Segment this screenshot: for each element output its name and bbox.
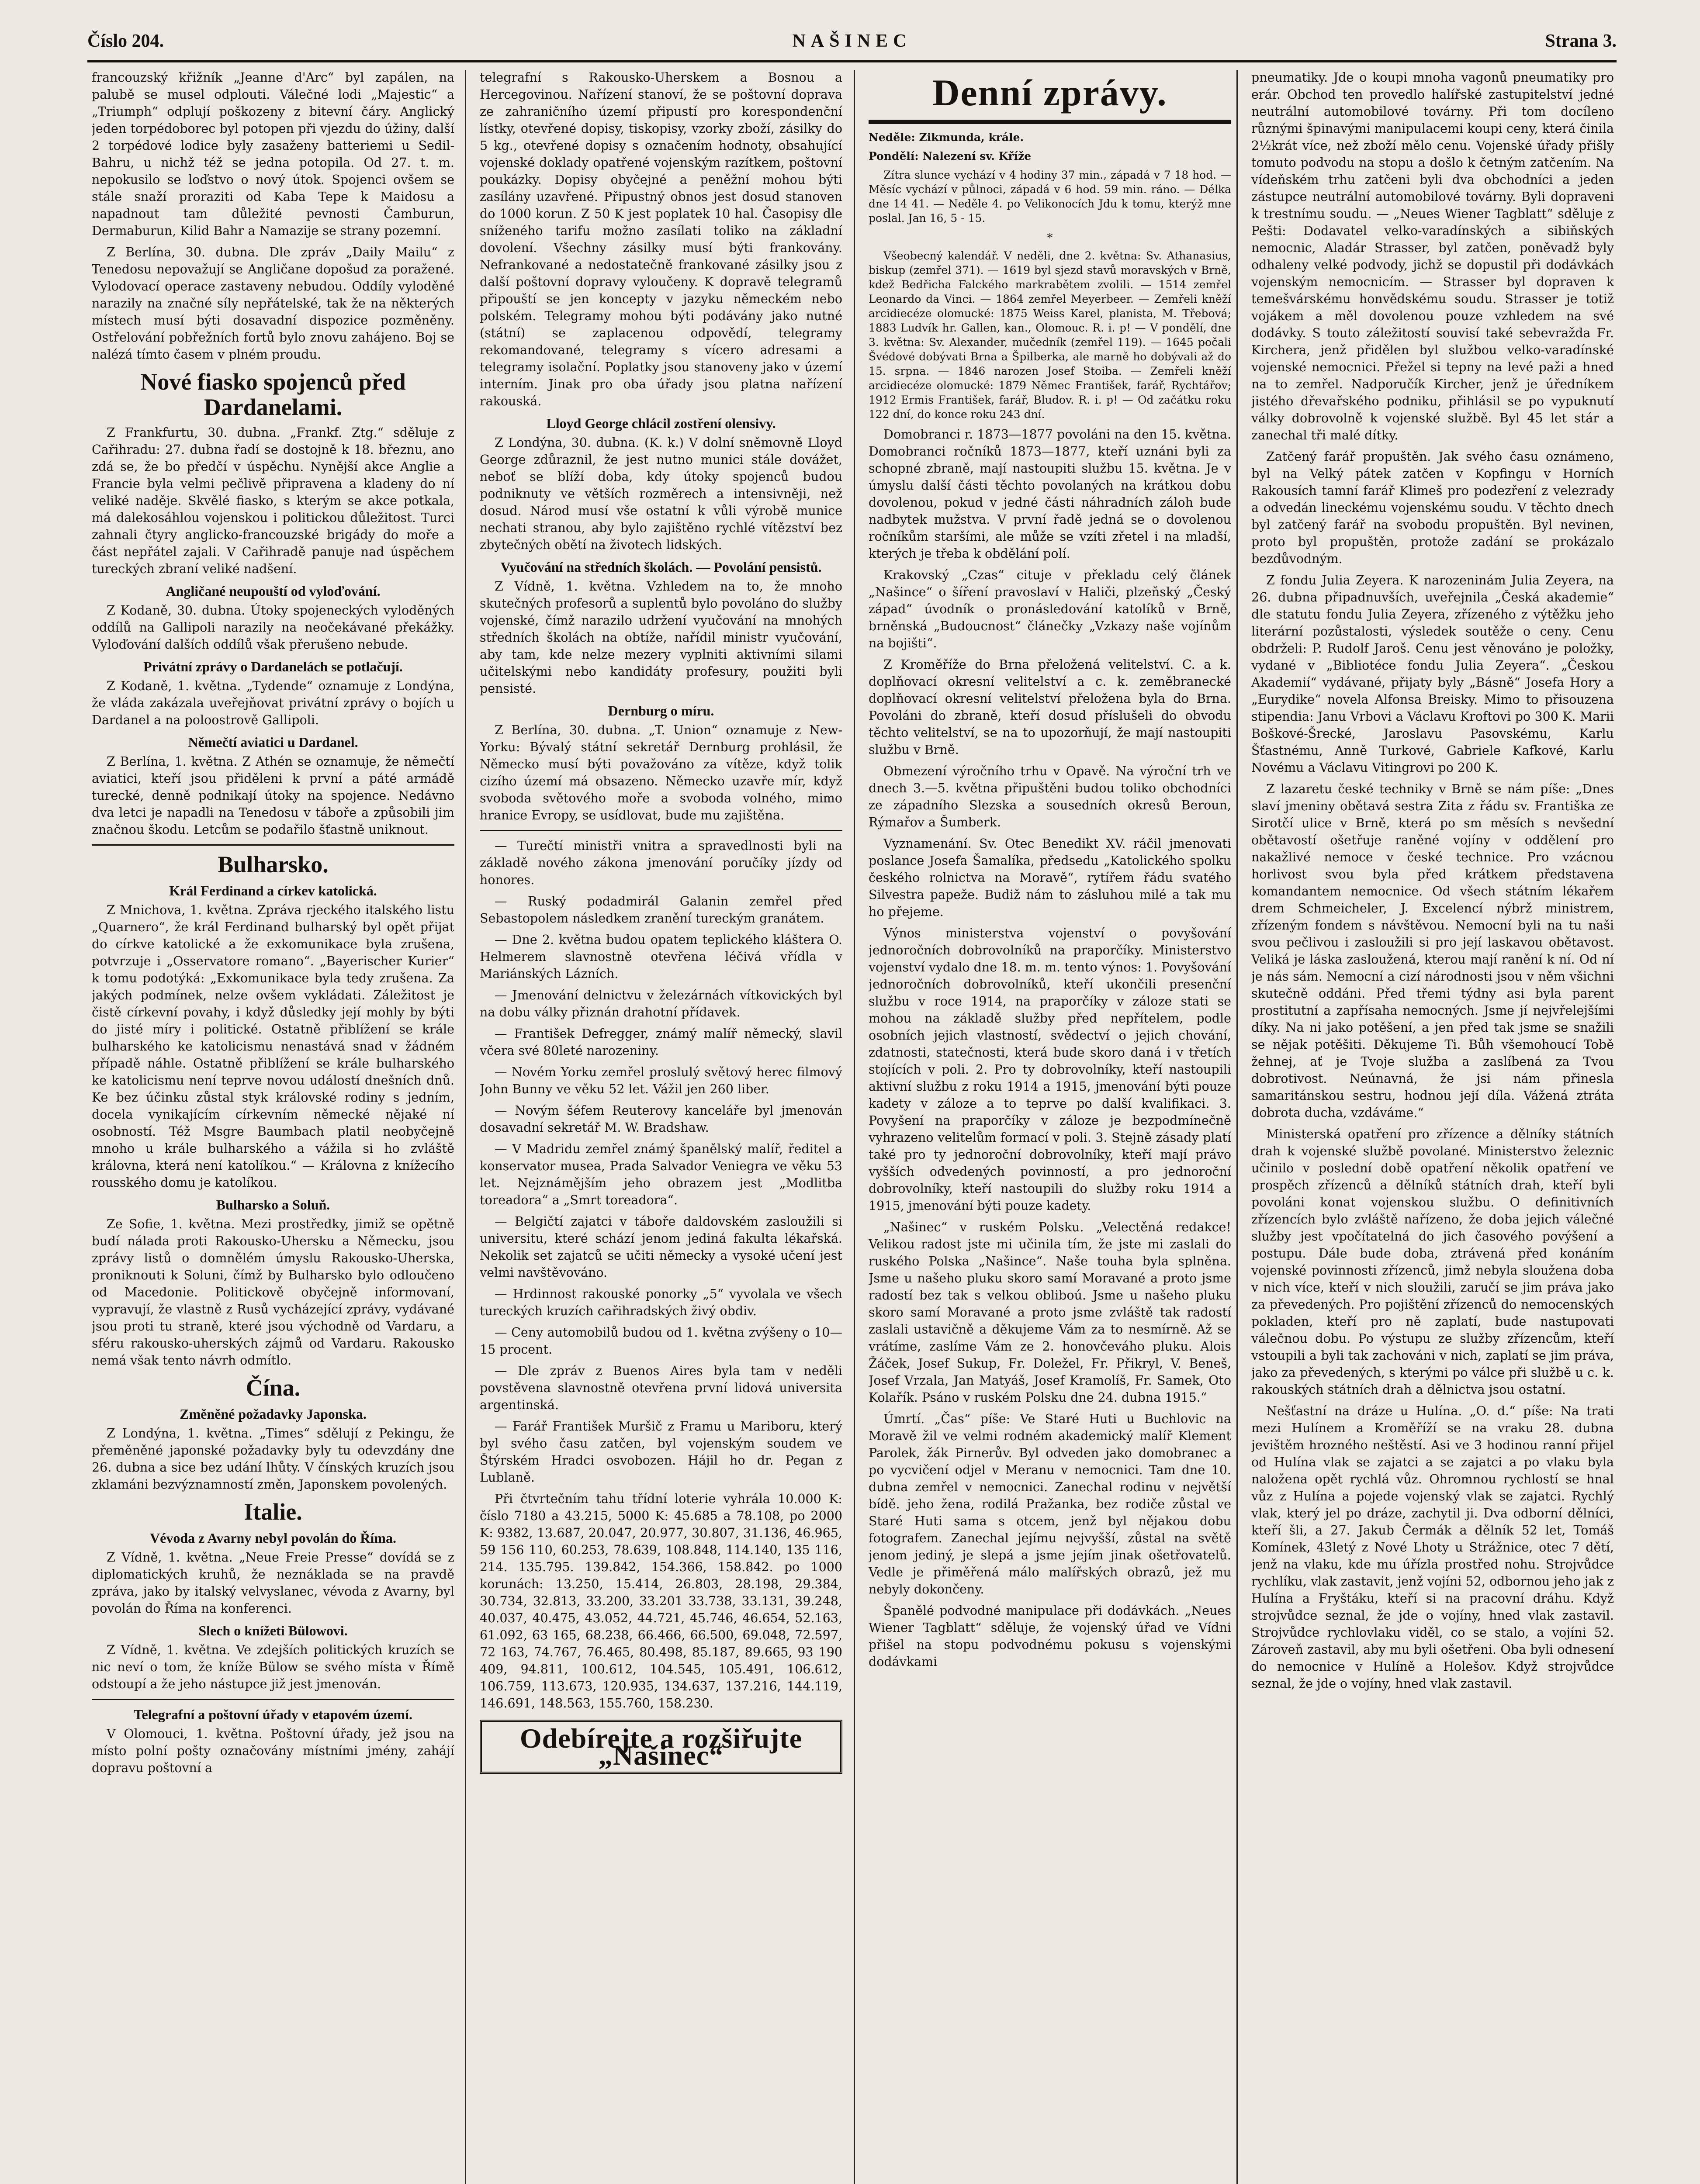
column-divider	[1236, 70, 1238, 2184]
column-4	[1251, 69, 1614, 2184]
calendar-line: Neděle: Zikmunda, krále.	[869, 131, 1024, 144]
section-rule	[869, 120, 1231, 124]
article-paragraph: Z Berlína, 1. května. Z Athén se oznamuje, že němečtí aviatici, kteří jsou přiděleni k první a páté armádě turecké, denně podnikají útoky na spojence. Nedávno dva letci je napadli na Tenedosu v táboře a způsobili jim značnou škodu. Letcům se podařilo šťastně uniknout.	[92, 754, 454, 837]
subheadline: Lloyd George chlácil zostření olensivy.	[546, 415, 776, 431]
section-headline: Čína.	[246, 1375, 301, 1401]
section-rule	[92, 1699, 454, 1700]
news-item: — Novým šéfem Reuterovy kanceláře byl jmenován dosavadní sekretář M. W. Bradshaw.	[480, 1103, 842, 1135]
article-paragraph: Obmezení výročního trhu v Opavě. Na výroční trh ve dnech 3.—5. května připuštěni budou toliko obchodníci ze západního Slezska a sousedních okresů Beroun, Rýmařov a Šumberk.	[869, 764, 1231, 829]
headline: Nové fiasko spojenců před Dardanelami.	[140, 369, 406, 420]
subheadline: Telegrafní a poštovní úřady v etapovém území.	[134, 1707, 412, 1722]
article-paragraph: Vyznamenání. Sv. Otec Benedikt XV. ráčil jmenovati poslance Josefa Šamalíka, předsedu „Katolického spolku českého rolnictva na Moravě“, rytířem řádu svatého Silvestra papeže. Budiž nám to zásluhou milé a tak mu ho přejeme.	[869, 836, 1231, 919]
column-divider	[465, 70, 466, 2184]
article-paragraph: Domobranci r. 1873—1877 povoláni na den 15. května. Domobranci ročníků 1873—1877, kteří uznáni byli za schopné zbraně, mají nastoupiti službu 15. května. Je v úmyslu další části těchto povolaných na krátkou dobu dovolenou, pokud v jedné části náhradních záloh bude nadbytek mužstva. V první řadě jedná se o dovolenou ročníkům staršími, ale může se vzíti zřetel i na mladší, kterých je třeba k obdělání polí.	[869, 427, 1231, 561]
article-paragraph: Z Kroměříže do Brna přeložená velitelství. C. a k. doplňovací okresní velitelství a c. k. zeměbranecké doplňovací okresní velitelství přeložena byla do Brna. Povoláni do zbraně, kteří dosud příslušeli do obvodu těchto velitelství, se na to upozorňují, že mají nastoupiti službu v Brně.	[869, 657, 1231, 757]
subheadline: Dernburg o míru.	[608, 703, 714, 719]
article-paragraph: V Olomouci, 1. května. Poštovní úřady, jež jsou na místo polní pošty označovány místními jmény, zahájí dopravu poštovní a	[92, 1727, 454, 1775]
article-paragraph: Výnos ministerstva vojenství o povyšování jednoročních dobrovolníků na praporčíky. Ministerstvo vojenství vydalo dne 18. m. m. tento výnos: 1. Povyšování jednoročních dobrovolníků, kteří ukončili presenční službu v roce 1914, na praporčíky v záloze stati se mohou na základě služby před nepřítelem, podle osobních jejich vlastností, svědectví o jejich chování, zdatnosti, statečnosti, která bude skoro daná i v třetích stojících v poli. 2. Pro ty dobrovolníky, kteří nastoupili aktivní službu z roku 1914 a 1915, jmenování býti pouze kadety v záloze a to teprve po další kvalifikaci. 3. Povyšení na praporčíky v záloze je bezpodmínečně vyhrazeno velitelům formací v poli. 3. Stejně zásady platí také pro ty jednoroční dobrovolníky, kteří mají právo vyšších odvedených povinností, a pro jednoroční dobrovolníky, kteří nastoupili do služby roku 1914 a 1915, jmenování býti pouze kadety.	[869, 926, 1231, 1213]
lottery-results: Při čtvrtečním tahu třídní loterie vyhrála 10.000 K: číslo 7180 a 43.215, 5000 K: 45.685 a 78.108, po 2000 K: 9382, 13.687, 20.047, 20.977, 30.807, 31.136, 46.965, 59 156 110, 60.253, 78.639, 108.848, 114.140, 135 116, 214. 135.795. 139.842, 154.366, 158.842. po 1000 korunách: 13.250, 15.414, 26.803, 28.198, 29.384, 30.734, 32.813, 33.200, 33.201 33.738, 33.131, 39.248, 40.037, 40.475, 43.052, 44.721, 45.746, 46.654, 52.163, 61.092, 63 165, 68.238, 66.466, 66.500, 69.048, 72.597, 72 163, 74.767, 76.465, 80.498, 85.187, 89.665, 93 190 409, 94.811, 100.612, 104.545, 105.491, 106.612, 106.759, 113.673, 120.935, 134.637, 137.216, 144.119, 146.691, 148.563, 155.760, 158.230.	[480, 1492, 842, 1711]
calendar-line: Pondělí: Nalezení sv. Kříže	[869, 150, 1032, 162]
article-paragraph: telegrafní s Rakousko-Uherskem a Bosnou a Hercegovinou. Nařízení stanoví, že se poštovní doprava ze zahraničního území připustí pro korespondenční lístky, otevřené dopisy, tiskopisy, vzorky zboží, zásilky do 5 kg., otevřené dopisy s označením hodnoty, obsahující vojenské doklady opatřené vojenským razítkem, poštovní poukázky. Dopisy obyčejné a peněžní mohou býti zasílány uzavřené. Připustný obnos jest dosud stanoven do 1000 korun. Z 50 K jest poplatek 10 hal. Časopisy dle sníženého tarifu možno zasílati toliko na základní dovolení. Všechny zásilky musí býti frankovány. Nefrankované a nedostatečně frankované zásilky jsou z další poštovní dopravy vyloučeny. K dopravě telegramů připouští se jen koncepty v jazyku německém nebo polském. Telegramy mohou býti podávány jako nutné (státní) se zaplacenou odpovědí, telegramy rekomandované, telegramy s vícero adresami a telegramy isolační. Poplatky jsou stanoveny jako v území interním. Jinak pro oba úřady jsou platna nařízení rakouská.	[480, 70, 842, 408]
column-divider	[854, 70, 855, 2184]
column-2	[480, 69, 842, 2184]
news-item: — Novém Yorku zemřel proslulý světový herec filmový John Bunny ve věku 52 let. Vážil jen 260 liber.	[480, 1065, 842, 1096]
news-item: — Belgičtí zajatci v táboře daldovském zasloužili si universitu, které schází jenom jediná fakulta lékařská. Nekolik set zajatců se učiti německy a vysoké učení jest velmi navštěvováno.	[480, 1214, 842, 1280]
subheadline: Angličané neupouští od vyloďování.	[166, 583, 381, 599]
section-rule	[480, 830, 842, 831]
article-paragraph: Z Berlína, 30. dubna. „T. Union“ oznamuje z New-Yorku: Bývalý státní sekretář Dernburg prohlásil, že Německo musí býti považováno za vítěze, když tolik cizího území má obsazeno. Německo uzavře mír, když svoboda světového moře a svoboda volného, mimo hranice Evropy, se usídlovat, bude mu zajištěna.	[480, 723, 842, 822]
article-paragraph: Zatčený farář propuštěn. Jak svého času oznámeno, byl na Velký pátek zatčen v Kopfingu v Horních Rakousích tamní farář Klimeš pro podezření z velezrady a odvedán lineckému vojenskému soudu. V těchto dnech byl zatčený farář na svobodu propuštěn. Byl nevinen, proto byl propuštěn, protože zadání se prokázalo bezdůvodným.	[1251, 449, 1614, 566]
calendar-paragraph: Všeobecný kalendář. V neděli, dne 2. května: Sv. Athanasius, biskup (zemřel 371). — 1619 byl sjezd stavů moravských v Brně, kdež Bedřicha Falckého markrabětem zvolili. — 1514 zemřel Leonardo da Vinci. — 1864 zemřel Meyerbeer. — Zemřeli kněží arcidiecéze olomucké: 1875 Weiss Karel, planista, M. Třebová; 1883 Ludvík hr. Gallen, kan., Olomouc. R. i. p! — V pondělí, dne 3. května: Sv. Alexander, mučedník (zemřel 119). — 1645 počali Švédové dobývati Brna a Špilberka, ale marně ho dobývali až do 15. srpna. — 1846 narozen Josef Stoiba. — Zemřeli kněží arcidiecéze olomucké: 1879 Němec František, farář, Rychtářov; 1912 Ermis František, farář, Bludov. R. i. p! — Od začátku roku 122 dní, do konce roku 243 dní.	[869, 249, 1231, 421]
subheadline: Král Ferdinand a církev katolická.	[169, 883, 377, 898]
article-paragraph: „Našinec“ v ruském Polsku. „Velectěná redakce! Velikou radost jste mi učinila tím, že jste mi zaslali do ruského Polska „Našince“. Naše touha byla splněna. Jsme u našeho pluku skoro samí Moravané a proto jsme radostí bez tak s velkou obliboú. Jsme u našeho pluku skoro samí Moravané a proto jsme zvláště tak radostí zaslali ustavičně a děkujeme Vám za to nesmírně. Až se vrátíme, zaslíme Vám ze 2. honovčeváho pluku. Alois Žáček, Josef Sukup, Fr. Doležel, Fr. Přikryl, V. Beneš, Josef Vrzala, Jan Matyáš, Josef Kramolíš, Fr. Samek, Oto Kolařík. Psáno v ruském Polsku dne 24. dubna 1915.“	[869, 1220, 1231, 1405]
newspaper-title: NAŠINEC	[792, 31, 912, 51]
article-paragraph: Nešťastní na dráze u Hulína. „O. d.“ píše: Na trati mezi Hulínem a Kroměříží se na vraku 28. dubna jevištěm hrozného neštěstí. Asi ve 3 hodinou ranní přijel od Hulína vlak se zajatci a se zajatci a po vlaku byla naložena opět rychlá vůz. Ohromnou rychlostí se hnal vůz z Hulína a pojede vojenský vlak se zajatci. Rychlý vlak, který jel po dráze, zachytil ji. Dva odborní dělníci, kteří šli, a 27. Jakub Čermák a dělník 52 let, Tomáš Komínek, 43letý z Nové Lhoty u Strážnice, otec 7 dětí, jenž na vlaku, kde mu úřízla prostřed nohu. Strojvůdce rychlíku, vlak zastavit, jenž vojíni 52, odbornou jeho jak z Hulína a Fryštáku, kteří si na pracovní dráhu. Když strojvůdce seznal, že jde o vojíny, hned vlak zastavil. Strojvůdce rychlovlaku viděl, co se stalo, a vojíni 52. Zároveň zastavil, aby mu byli ošetřeni. Oba byli odnesení do nemocnice v Hulíně a Holešov. Když strojvůdce seznal, že jde o vojíny, hned vlak zastavil.	[1251, 1404, 1614, 1691]
news-item: — Dle zpráv z Buenos Aires byla tam v neděli povstěvena slavnostně otevřena první lidová universita argentinská.	[480, 1364, 842, 1412]
article-paragraph: Úmrtí. „Čas“ píše: Ve Staré Huti u Buchlovic na Moravě žil ve velmi rodném akademický malíř Klement Parolek, žák Pirnerův. Byl odveden jako domobranec a po vycvičení odjel v Meranu v nemocnici. Tam dne 10. dubna zemřel v nemocnici. Zanechal rodinu v největší bídě. jeho žena, rodilá Pražanka, bez rodiče zůstal ve Staré Huti sama s otcem, jenž byl nějakou dobu fotografem. Zanechal jejímu nejvyšší, zůstal na světě jenom jediný, je slepá a jsme jejím jinak ošetřovatelů. Vedle je přiměřená málo malířských obrazů, jež mu nebyly dokončeny.	[869, 1412, 1231, 1597]
section-headline: Bulharsko.	[218, 851, 329, 878]
separator-star: *	[1047, 232, 1053, 245]
news-item: — František Defregger, známý malíř německý, slavil včera své 80leté narozeniny.	[480, 1026, 842, 1058]
article-paragraph: Z Frankfurtu, 30. dubna. „Frankf. Ztg.“ sděluje z Cařihradu: 27. dubna řadí se dostojně k 18. březnu, ano zdá se, že bo předčí v úspěchu. Nynější akce Anglie a Francie byla velmi pečlivě připravena a kladeny do ní veliké naděje. Skvělé fiasko, s kterým se akce potkala, má dalekosáhlou vojenskou i politickou důležitost. Turci zahnali čtyry anglicko-francouzské brigády do moře a část nepřátel zajali. V Cařihradě panuje nad úspěchem tureckých zbraní veliké nadšení.	[92, 425, 454, 576]
article-paragraph: Z Vídně, 1. května. Vzhledem na to, že mnoho skutečných profesorů a suplentů bylo povoláno do služby vojenské, čímž narazilo udržení vyučování na mnohých středních školách na obtíže, nařídil ministr vyučování, aby tam, kde nelze mezery vyplniti aktivními silami učitelskými nebo kandidáty profesury, použiti byli pensisté.	[480, 579, 842, 696]
subheadline: Slech o knížeti Bülowovi.	[198, 1623, 348, 1638]
section-headline: Denní zprávy.	[932, 72, 1167, 114]
subheadline: Bulharsko a Soluň.	[216, 1197, 330, 1213]
subheadline: Vévoda z Avarny nebyl povolán do Říma.	[150, 1530, 396, 1546]
article-paragraph: Španělé podvodné manipulace při dodávkách. „Neues Wiener Tagblatt“ sděluje, že vojenský úřad ve Vídni přišel na stopu podvodnému pokusu s vojenskými dodávkami	[869, 1603, 1231, 1669]
article-paragraph: Z Mnichova, 1. května. Zpráva rjeckého italského listu „Quarnero“, že král Ferdinand bulharský byl opět přijat do církve katolické a že exkomunikace byla zrušena, potvrzuje i „Osservatore romano“. „Bayerischer Kurier“ k tomu podotýká: „Exkomunikace byla tedy zrušena. Za jakých podmínek, nelze ovšem vykládati. Záležitost je čistě církevní povahy, i když důsledky její mohly by býti do jisté míry i politické. Ostatně přiblížení se krále bulharského ke katolicismu nenastává snad v žádném případě náhle. Ostatně přiblížení se krále bulharského ke katolicismu není teprve novou událostí dnešních dnů. Ke bez účinku zůstal styk královské rodiny s jedním, docela vynikajícím církevním německé nějaké ní osobností. Též Msgre Baumbach platil neobyčejně mnoho u krále bulharského a vážila si ho zvláště královna, která není katolíkou.“ — Královna z knížecího rousského domu je katolíkou.	[92, 903, 454, 1190]
page-header	[87, 31, 1617, 58]
news-item: — Hrdinnost rakouské ponorky „5“ vyvolala ve všech tureckých kruzích cařihradských živý obdiv.	[480, 1287, 842, 1318]
section-headline: Italie.	[244, 1499, 302, 1525]
article-paragraph: Z Berlína, 30. dubna. Dle zpráv „Daily Mailu“ z Tenedosu nepovažují se Angličane dopošud za poražené. Vylodovací operace zastaveny nebudou. Oddíly vyloděné narazily na značné síly nepřátelské, tak že na některých místech musí býti dosavadní dispozice pozměněny. Ostřelování pobřežních fortů bylo znovu zahájeno. Boj se nalézá tímto časem v plném proudu.	[92, 245, 454, 362]
article-paragraph: Z Kodaně, 1. května. „Tydende“ oznamuje z Londýna, že vláda zakázala uveřejňovat privátní zprávy o bojích u Dardanel a na poloostrově Gallipoli.	[92, 679, 454, 727]
article-paragraph: Ministerská opatření pro zřízence a dělníky státních drah k vojenské službě povolané. Ministerstvo železnic učinilo v poslední době opatření několik opatření ve prospěch zřízenců a dělníků státních drah, kteří byli povoláni konat vojenskou službu. O definitivních zřízencích bylo zvláště nařízeno, že doba jejich válečné služby jest vpočítatelná do jich časového povýšení a postupu. Dále bude doba, ztrávená před konáním vojenské povinnosti zřízenců, jimž nebyla sloužena doba v nich více, kteří v nich sloužili, zaručí se jim práva jako za převedených. Pro pojištění zřízenců do nemocenských pokladen, kteří pro ně zaplatí, bude nastupovati válečnou dobu. Po výstupu ze služby zřízencům, kteří vstoupili a byli tak zachováni v nich, zaplatí se jim práva, jako za převedených, s kterými po válce při službě u c. k. rakouských státních drah a dělnictva jsou ostatní.	[1251, 1127, 1614, 1397]
article-paragraph: Z Londýna, 1. května. „Times“ sdělují z Pekingu, že přeměněné japonské požadavky byly tu odevzdány dne 26. dubna a sice bez udání lhůty. V čínských kruzích jsou zklamáni bezvýznamností změn, Japonskem povolených.	[92, 1426, 454, 1492]
news-item: — Ceny automobilů budou od 1. května zvýšeny o 10—15 procent.	[480, 1325, 842, 1357]
article-paragraph: Z Vídně, 1. května. Ve zdejších politických kruzích se nic neví o tom, že kníže Bülow se svého místa v Římě odstoupí a že jeho nástupce již jest jmenován.	[92, 1643, 454, 1691]
article-paragraph: Z Kodaně, 30. dubna. Útoky spojeneckých vyloděných oddílů na Gallipoli narazily na neočekávané překážky. Vyloďování dalších oddílů však přerušeno nebude.	[92, 603, 454, 652]
section-rule	[92, 844, 454, 846]
subheadline: Změněné požadavky Japonska.	[180, 1406, 367, 1422]
calendar-note: Zítra slunce vychází v 4 hodiny 37 min., západá v 7 18 hod. — Měsíc vychází v půlnoci, západá v 6 hod. 59 min. ráno. — Délka dne 14 41. — Neděle 4. po Velikonocích Jdu k tomu, kterýž mne poslal. Jan 16, 5 - 15.	[869, 169, 1231, 225]
header-rule	[87, 60, 1617, 62]
news-item: — Farář František Muršič z Framu u Mariboru, který byl svého času zatčen, byl vojenským soudem ve Štýrském Hradci osvobozen. Hájil ho dr. Pegan z Lublaně.	[480, 1419, 842, 1485]
news-item: — V Madridu zemřel známý španělský malíř, ředitel a konservator musea, Prada Salvador Veniegra ve věku 53 let. Nejznámějším jeho obrazem jest „Modlitba toreadora“ a „Smrt toreadora“.	[480, 1142, 842, 1207]
article-paragraph: Krakovský „Czas“ cituje v překladu celý článek „Našince“ o šíření pravoslaví v Haliči, plzeňský „Český západ“ úvodník o pronásledování katolíků v Brně, brněnská „Budoucnost“ článečky „Vzkazy naše vojínům na bojišti“.	[869, 568, 1231, 650]
subheadline: Privátní zprávy o Dardanelách se potlačují.	[143, 659, 403, 674]
issue-number: Číslo 204.	[87, 31, 164, 51]
article-paragraph: Ze Sofie, 1. května. Mezi prostředky, jimiž se opětně budí nálada proti Rakousko-Uhersku a Německu, jsou zprávy listů o domnělém úmyslu Rakousko-Uherska, proniknouti k Soluni, čímž by Bulharsko bylo odloučeno od Macedonie. Politickově obyčejně informovaní, vypravují, že vlastně z Rusů vycházející zprávy, vydávané jsou proti tu straně, které jsou východně od Vardaru, a sféru rakousko-uherských zájmů od Vardaru. Rakousko nemá však tento návrh odmítlo.	[92, 1217, 454, 1368]
news-item: — Turečtí ministři vnitra a spravedlnosti byli na základě nového zákona jmenování poručíky jízdy od honores.	[480, 839, 842, 887]
article-paragraph: Z lazaretu české techniky v Brně se nám píše: „Dnes slaví jmeniny obětavá sestra Zita z řádu sv. Františka ze Sirotčí ulice v Brně, která po sm měsích s nevšední obětavostí ošetřuje raněné vojíny v oddělení pro nakažlivé nemoce v české technice. Pro vzácnou horlivost svou byla před krátkem představena komandantem nemocnice. Od všech státním lékařem drem Schmeicheler, J. Excelencí nýbrž ministrem, zřízeným fondem s návštěvou. Nemocní byli na tu naši svou pečlivou i zasloužili si pro její laskavou obětavost. Veliká je láska zasloužená, kterou mají ranění k ní. Od ní je nás sám. Nemocní a cizí národnosti jsou v něm všichni skutečně oddáni. Před třemi týdny asi byla parent prostitutní a zapřísaha nemocných. Jsme jí nejvřelejšími díky. Na ni jako potěšení, a jen před tak jsme se snažili se nějak potěšiti. Děkujeme Ti. Bůh všemohoucí Tobě žehnej, ať je Tvoje služba a zaslíbená za Tvou dobrotivost. Neúnavná, že jsi nám přinesla samaritánskou sestru, hodnou její díla. Vážená ztráta dobrota ducha, vzdáváme.“	[1251, 782, 1614, 1120]
page-number: Strana 3.	[1545, 31, 1617, 51]
news-item: — Jmenování delnictvu v železárnách vítkovických byl na dobu války přiznán drahotní přídavek.	[480, 988, 842, 1019]
news-item: — Ruský podadmirál Galanin zemřel před Sebastopolem následkem zranění tureckým granátem.	[480, 894, 842, 926]
article-paragraph: francouzský křižník „Jeanne d'Arc“ byl zapálen, na palubě se musel odplouti. Válečné lodi „Majestic“ a „Triumph“ odplují poškozeny z bitevní čáry. Anglický jeden torpédoborec byl potopen při vjezdu do úžiny, další 2 torpédové lodice byly zasaženy batteriemi u Sedil-Bahru, u nichž též se jedna potopila. Od 27. t. m. nepokusilo se loďstvo o nový útok. Spojenci ovšem se stále snaží proraziti od Kaba Tepe k Maidosu a napadnout tam důležité pevnosti Čamburun, Dermaburun, Kilid Bahr a Namazije se strany pozemní.	[92, 70, 454, 238]
column-3	[869, 69, 1231, 2184]
subscription-ad: Odebírejte a rozšiřujte „Našinec“	[480, 1720, 842, 1774]
article-paragraph: Z fondu Julia Zeyera. K narozeninám Julia Zeyera, na 26. dubna připadnuvších, uveřejnila „Česká akademie“ dle statutu fondu Julia Zeyera, zřízeného z výtěžku jeho literární pozůstalosti, výsledek soutěže o ceny. Cenu obdrželi: P. Rudolf Jaroš. Cenu jest věnováno je položky, vydané v „Bibliotéce fondu Julia Zeyera“. „Českou Akademií“ vydávané, přijaty byly „Básně“ Josefa Hory a „Eurydike“ novela Alfonsa Breisky. Mimo to přisouzena stipendia: Janu Vrbovi a Václavu Kroftovi po 300 K. Marii Boškové-Šrecké, Jaroslavu Pasovskému, Karlu Šťastnému, Anně Turkové, Gabriele Kafkové, Karlu Novému a Václavu Vitingrovi po 200 K.	[1251, 573, 1614, 775]
column-1	[92, 69, 454, 2184]
news-item: — Dne 2. května budou opatem teplického kláštera O. Helmerem slavnostně otevřena léčivá vřídla v Mariánských Lázních.	[480, 933, 842, 981]
article-paragraph: Z Londýna, 30. dubna. (K. k.) V dolní sněmovně Lloyd George zdůraznil, že jest nutno munici stále dovážet, neboť se blíží doba, kdy útoky spojenců budou podniknuty ve větších rozměrech a intensivněji, než dosud. Národ musí vše ostatní k vůli výrobě munice nechati stranou, aby bylo zajištěno rychlé vítězství bez zbytečných obětí na životech lidských.	[480, 435, 842, 552]
article-paragraph: Z Vídně, 1. května. „Neue Freie Presse“ dovídá se z diplomatických kruhů, že neznáklada se na pravdě zpráva, jako by italský velvyslanec, vévoda z Avarny, byl povolán do Říma na konferenci.	[92, 1550, 454, 1616]
subheadline: Vyučování na středních školách. — Povolání pensistů.	[500, 559, 822, 575]
subheadline: Němečtí aviatici u Dardanel.	[188, 734, 358, 750]
article-paragraph: pneumatiky. Jde o koupi mnoha vagonů pneumatiky pro erár. Obchod ten provedlo halířské zastupitelství jedné neutrální automobilové továrny. Při tom docíleno různými špinavými manipulacemi koupi ceny, která činila 2½krát více, než zboží mělo cenu. Vojenské úřady přišly tomuto podvodu na stopu a došlo k četným zatčením. Na vídeňském trhu zatčeni byli dva obchodníci a jeden zástupce neutrální automobilové továrny. Byli dopraveni k trestnímu soudu. — „Neues Wiener Tagblatt“ sděluje z Pešti: Dodavatel velko-varadínských a sibiňských nemocnic, Aladár Strasser, byl zatčen, poněvadž byly odhaleny velké podvody, jichž se dopustil při dodávkách vojenským nemocnicím. — Strasser byl dopraven k temešvárskému honvědskému soudu. Strasser je totiž vojákem a měl dovolenou pouze vzhledem na své dodávky. S touto záležitostí souvisí také sebevražda Fr. Kirchera, jenž přidělen byl službou velko-varadínské vojenské nemocnici. Přežel si tepny na levé paži a hned na to zemřel. Nadporučík Kircher, jenž je úředníkem jistého dřevařského podniku, přihlásil se po vypuknutí války dobrovolně k vojenské službě. Byl 45 let stár a zanechal tři malé dítky.	[1251, 70, 1614, 442]
